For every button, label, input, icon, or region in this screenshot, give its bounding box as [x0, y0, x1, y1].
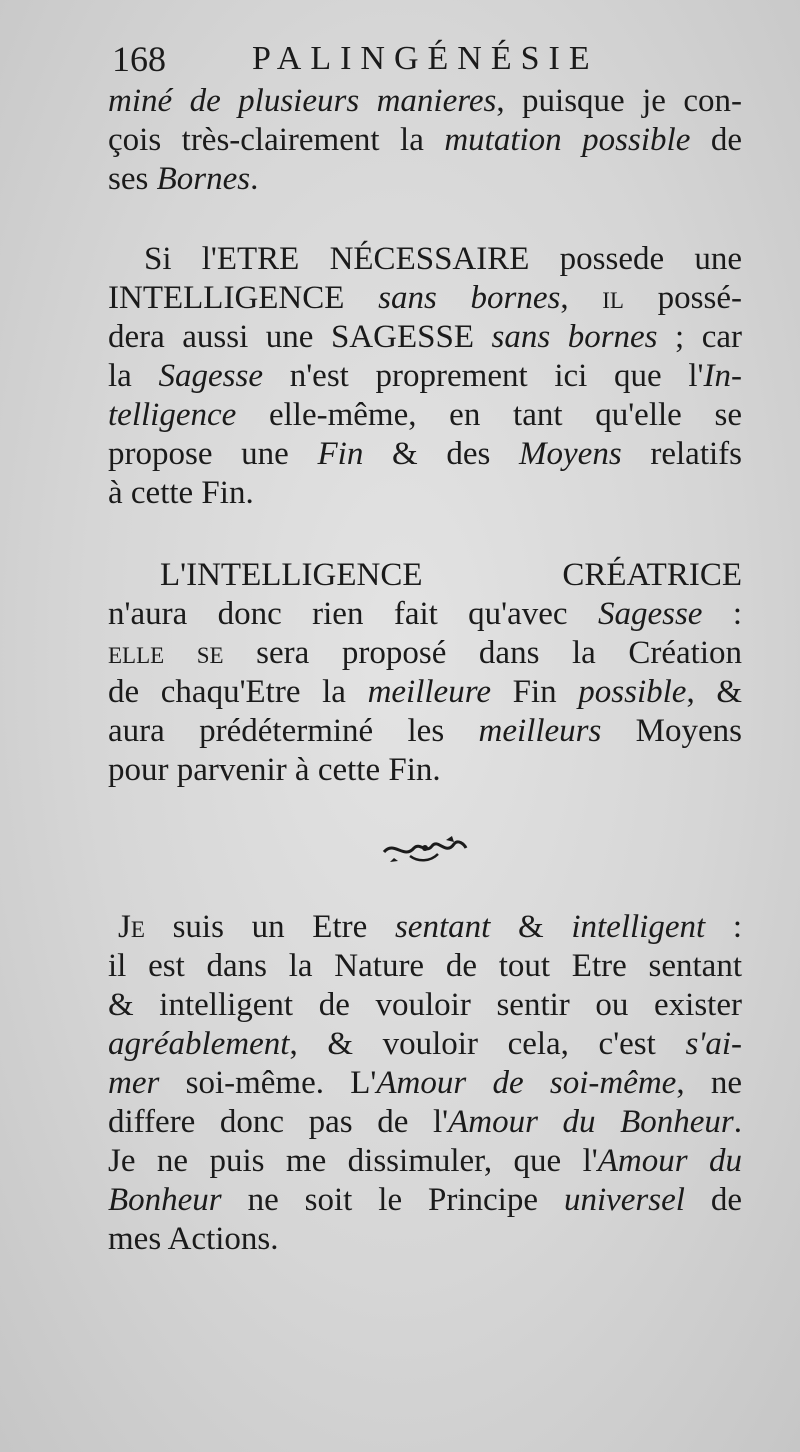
text-line: mes Actions. [108, 1221, 279, 1257]
text-line: & intelligent de vouloir sentir ou exister [108, 987, 742, 1023]
text-line: n'aura donc rien fait qu'avec Sagesse : [108, 596, 743, 632]
text-line: agréablement, & vouloir cela, c'est s'ai- [108, 1026, 742, 1062]
text-line: de chaqu'Etre la meilleure Fin possible, & [108, 674, 743, 710]
text-line: differe donc pas de l'Amour du Bonheur. [108, 1104, 742, 1140]
text-line: il est dans la Nature de tout Etre sentant [108, 948, 742, 984]
text-line: Si l'ETRE NÉCESSAIRE possede une [144, 241, 742, 277]
text-line: pour parvenir à cette Fin. [108, 752, 441, 788]
text-line: Je ne puis me dissimuler, que l'Amour du [108, 1143, 742, 1179]
paragraph-2 [108, 240, 742, 513]
text-line: Bonheur ne soit le Principe universel de [108, 1182, 742, 1218]
paragraph-4 [108, 908, 742, 1259]
page-number: 168 [112, 39, 166, 79]
text-line: telligence elle-même, en tant qu'elle se [108, 397, 742, 433]
text-line: mer soi-même. L'Amour de soi-même, ne [108, 1065, 743, 1101]
text-line: propose une Fin & des Moyens relatifs [108, 436, 742, 472]
fleuron-ornament-icon [380, 836, 470, 862]
text-line: L'INTELLIGENCE CRÉATRICE [160, 557, 742, 593]
text-line: à cette Fin. [108, 475, 254, 511]
text-line: elle se sera proposé dans la Création [108, 635, 742, 671]
text-line: aura prédéterminé les meilleurs Moyens [108, 713, 742, 749]
paragraph-3 [108, 556, 742, 790]
text-line: miné de plusieurs manieres, puisque je con- [108, 83, 743, 119]
text-line: Je suis un Etre sentant & intelligent : [118, 909, 743, 945]
paragraph-1 [108, 82, 742, 199]
text-line: INTELLIGENCE sans bornes, il possé- [108, 280, 742, 316]
running-title: PALINGÉNÉSIE [252, 40, 599, 77]
text-line: ses Bornes. [108, 161, 259, 197]
text-line: çois très-clairement la mutation possible de [108, 122, 742, 158]
text-line: dera aussi une SAGESSE sans bornes ; car [108, 319, 742, 355]
page-header [112, 38, 672, 82]
text-line: la Sagesse n'est proprement ici que l'In- [108, 358, 742, 394]
